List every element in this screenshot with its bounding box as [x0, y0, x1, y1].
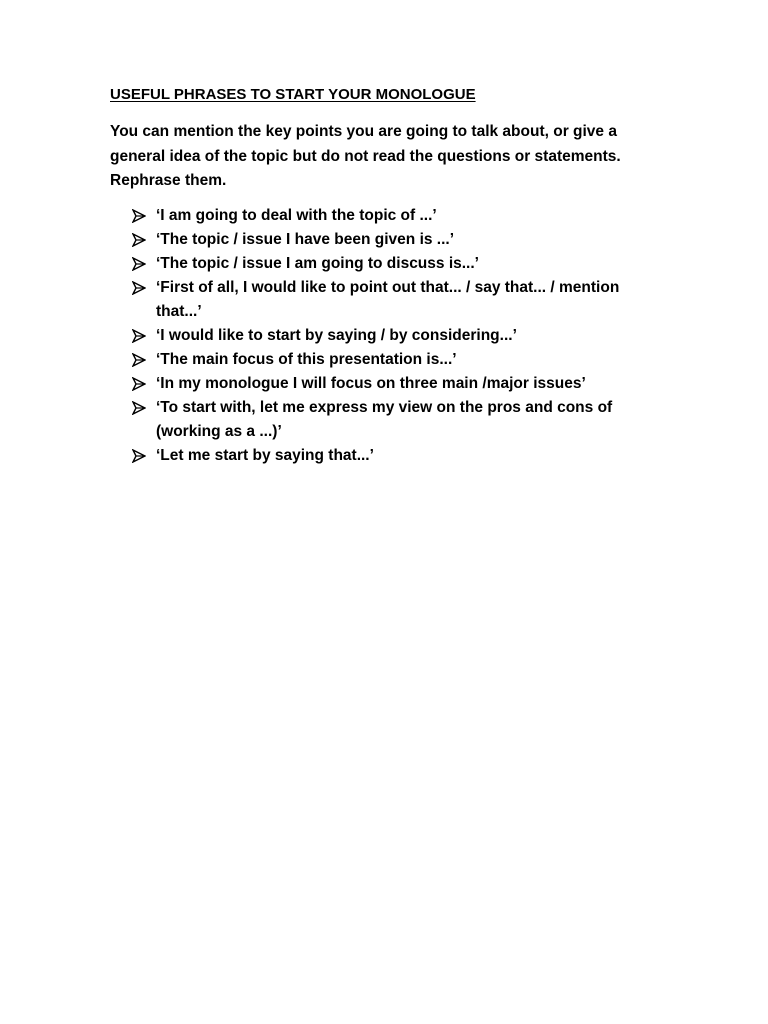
phrase-text: ‘The topic / issue I am going to discuss is...’ — [156, 255, 479, 272]
arrow-bullet-icon — [132, 257, 146, 271]
phrase-text: ‘The topic / issue I have been given is ...’ — [156, 231, 455, 248]
page-heading: USEFUL PHRASES TO START YOUR MONOLOGUE — [110, 86, 476, 103]
intro-line: general idea of the topic but do not read the questions or statements. — [110, 147, 621, 165]
phrase-text: ‘I would like to start by saying / by considering...’ — [156, 327, 517, 344]
phrase-item — [132, 324, 662, 348]
phrase-text: ‘I am going to deal with the topic of ...’ — [156, 207, 437, 224]
arrow-bullet-icon — [132, 209, 146, 223]
arrow-bullet-icon — [132, 233, 146, 247]
phrase-text: ‘The main focus of this presentation is...’ — [156, 351, 457, 368]
phrase-text: ‘First of all, I would like to point out that... / say that... / mention that...’ — [156, 279, 620, 320]
phrase-list — [132, 204, 662, 468]
phrase-text: ‘In my monologue I will focus on three main /major issues’ — [156, 375, 586, 392]
phrase-item — [132, 228, 662, 252]
phrase-text: ‘To start with, let me express my view on the pros and cons of (working as a ...)’ — [156, 399, 613, 440]
arrow-bullet-icon — [132, 329, 146, 343]
arrow-bullet-icon — [132, 281, 146, 295]
phrase-item — [132, 348, 662, 372]
arrow-bullet-icon — [132, 401, 146, 415]
phrase-text: ‘Let me start by saying that...’ — [156, 447, 374, 464]
phrase-item — [132, 444, 662, 468]
intro-paragraph — [110, 120, 655, 194]
intro-line: Rephrase them. — [110, 172, 227, 189]
phrase-item — [132, 276, 662, 324]
arrow-bullet-icon — [132, 377, 146, 391]
arrow-bullet-icon — [132, 449, 146, 463]
phrase-item — [132, 372, 662, 396]
phrase-item — [132, 204, 662, 228]
intro-line: You can mention the key points you are going to talk about, or give a — [110, 123, 617, 140]
arrow-bullet-icon — [132, 353, 146, 367]
phrase-item — [132, 396, 662, 444]
phrase-item — [132, 252, 662, 276]
